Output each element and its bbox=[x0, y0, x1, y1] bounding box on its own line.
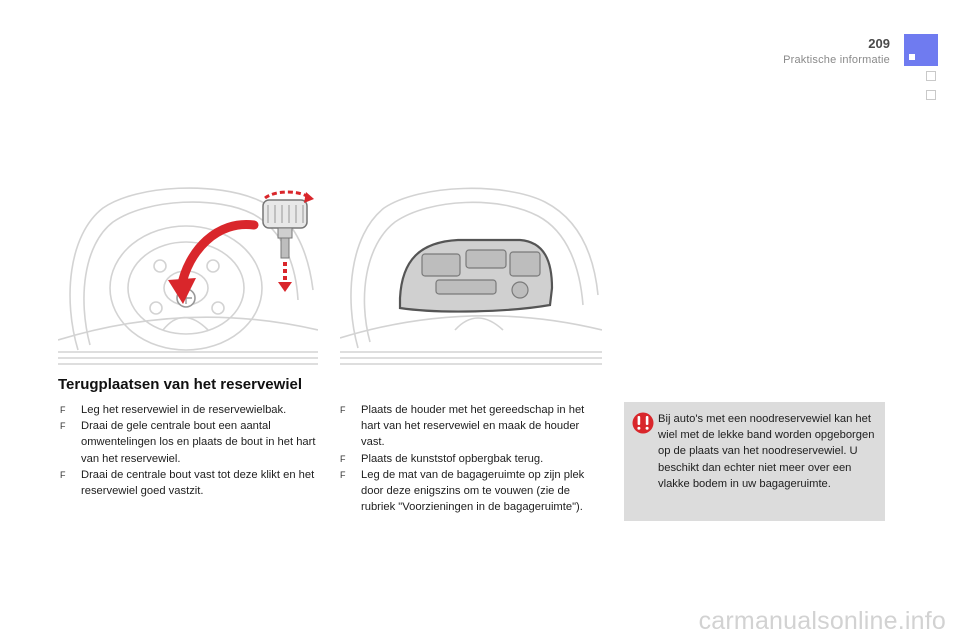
step-text: Leg de mat van de bagageruimte op zijn plek door deze enigszins om te vouwen (zie de rubriek "Voorzieningen in de bagageruimte"). bbox=[361, 468, 585, 514]
chapter-tab-box-1 bbox=[926, 71, 936, 81]
warning-note-box bbox=[624, 402, 885, 521]
list-item bbox=[60, 467, 322, 499]
chapter-tab-marker bbox=[904, 34, 938, 66]
warning-icon bbox=[632, 412, 654, 434]
page-number: 209 bbox=[868, 36, 890, 51]
note-text: Bij auto's met een noodreservewiel kan het wiel met de lekke band worden opgeborgen op de plaats van het noodreservewiel. U beschikt dan echter niet meer over een vlakke bodem in uw bagageruimte. bbox=[658, 413, 875, 490]
list-item bbox=[340, 402, 600, 451]
step-text: Draai de centrale bout vast tot deze klikt en het reservewiel goed vastzit. bbox=[81, 468, 315, 498]
section-title: Praktische informatie bbox=[783, 54, 890, 66]
watermark: carmanualsonline.info bbox=[698, 607, 946, 635]
step-text: Leg het reservewiel in de reservewielbak. bbox=[81, 404, 287, 416]
bullet-icon: F bbox=[60, 421, 66, 432]
list-item bbox=[60, 418, 322, 467]
storage-tray-illustration bbox=[340, 180, 602, 370]
list-item bbox=[60, 402, 322, 418]
steps-list-right bbox=[340, 402, 600, 515]
bullet-icon: F bbox=[60, 405, 66, 415]
spare-wheel-bolt-illustration bbox=[58, 180, 318, 370]
step-text: Plaats de kunststof opbergbak terug. bbox=[361, 452, 544, 465]
section-heading: Terugplaatsen van het reservewiel bbox=[58, 376, 302, 393]
list-item bbox=[340, 467, 600, 516]
bullet-icon: F bbox=[340, 405, 346, 415]
steps-list-left bbox=[60, 402, 322, 499]
bullet-icon: F bbox=[60, 469, 66, 480]
step-text: Draai de gele centrale bout een aantal omwentelingen los en plaats de bout in het hart van het reservewiel. bbox=[81, 420, 316, 465]
bullet-icon: F bbox=[340, 469, 346, 480]
chapter-tab-box-2 bbox=[926, 90, 936, 100]
bullet-icon: F bbox=[340, 453, 346, 464]
step-text: Plaats de houder met het gereedschap in het hart van het reservewiel en maak de houder vast. bbox=[361, 404, 585, 449]
list-item bbox=[340, 451, 600, 467]
